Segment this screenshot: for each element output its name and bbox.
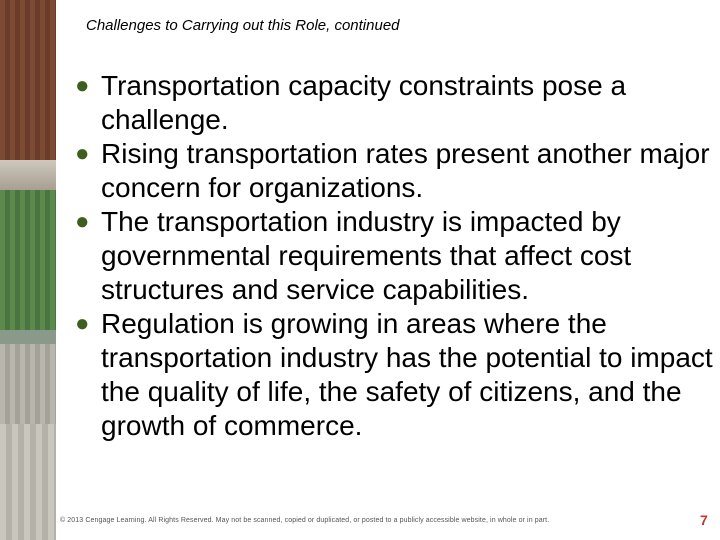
bullet-dot-icon: ●: [75, 140, 90, 167]
bullet-text: Rising transportation rates present another major concern for organizations.: [101, 138, 710, 203]
bullet-item: [75, 69, 715, 137]
copyright-footer: © 2013 Cengage Learning. All Rights Reserved. May not be scanned, copied or duplicated, or posted to a publicly accessible website, in whole or in part.: [60, 517, 550, 524]
page-number: 7: [700, 512, 708, 528]
slide-title: Challenges to Carrying out this Role, continued: [86, 17, 400, 34]
bullet-item: [75, 137, 715, 205]
bullet-dot-icon: ●: [75, 208, 90, 235]
bullet-text: Transportation capacity constraints pose a challenge.: [101, 70, 627, 135]
bullet-dot-icon: ●: [75, 72, 90, 99]
bullet-dot-icon: ●: [75, 310, 90, 337]
bullet-text: Regulation is growing in areas where the transportation industry has the potential to impact the quality of life, the safety of citizens, and the growth of commerce.: [101, 308, 713, 441]
bullet-item: [75, 307, 715, 443]
bullet-list: [75, 69, 715, 443]
bullet-item: [75, 205, 715, 307]
bullet-text: The transportation industry is impacted by governmental requirements that affect cost structures and service capabilities.: [101, 206, 632, 305]
